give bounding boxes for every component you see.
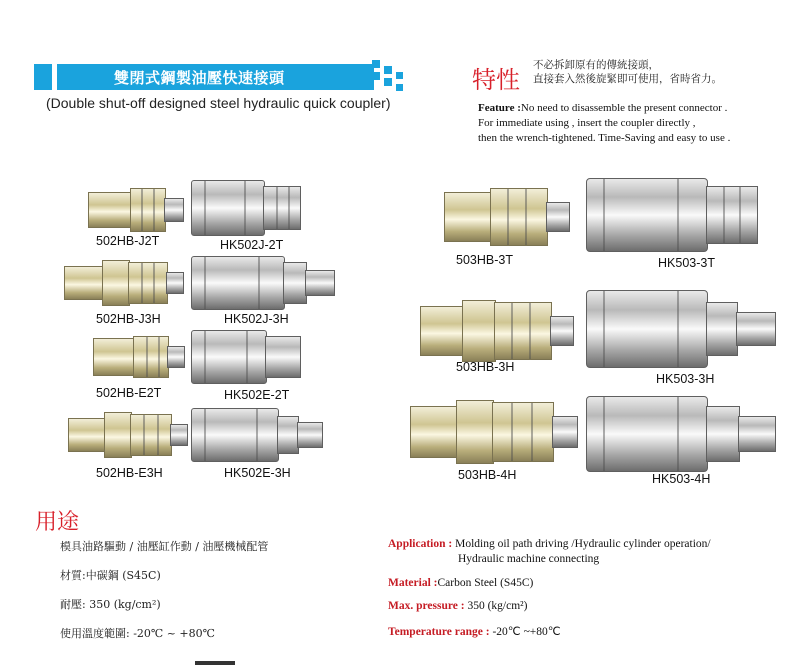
temperature-value: -20℃ ~+80℃ (489, 626, 561, 638)
product-label: HK502E-2T (224, 388, 290, 402)
coupler-socket-photo (191, 180, 299, 234)
product-label: HK503-3H (656, 372, 715, 386)
feature-label: Feature : (478, 102, 521, 114)
coupler-plug-photo (64, 260, 184, 304)
material-value: Carbon Steel (S45C) (437, 577, 534, 589)
usage-en-temperature (388, 624, 561, 638)
product-label: HK503-3T (658, 256, 715, 270)
product-label: HK503-4H (652, 472, 711, 486)
coupler-socket-photo (191, 408, 323, 460)
coupler-plug-photo (444, 188, 570, 244)
page-title: 雙閉式鋼製油壓快速接頭 (114, 69, 285, 87)
product-label: 503HB-4H (458, 468, 517, 482)
usage-zh-temperature: 使用溫度範圍: -20℃ ~ +80℃ (60, 627, 215, 640)
usage-en-pressure (388, 600, 527, 612)
feature-en-line-2: For immediate using , insert the coupler directly , (478, 117, 696, 129)
product-label: HK502J-3H (224, 312, 289, 326)
product-label: 502HB-J3H (96, 312, 161, 326)
feature-zh-line-2: 直接套入然後旋緊即可使用，省時省力。 (533, 73, 722, 85)
product-label: 503HB-3H (456, 360, 515, 374)
feature-heading: 特性 (472, 66, 520, 94)
banner-divider (52, 64, 57, 90)
material-label: Material : (388, 577, 438, 589)
product-label: 503HB-3T (456, 253, 513, 267)
temperature-label: Temperature range : (388, 626, 490, 638)
usage-zh-applications: 模具油路驅動 / 油壓缸作動 / 油壓機械配管 (60, 540, 269, 553)
coupler-socket-photo (191, 256, 335, 308)
product-label: 502HB-J2T (96, 234, 160, 248)
title-banner (34, 64, 374, 90)
usage-en-application (388, 538, 711, 550)
coupler-socket-photo (586, 178, 756, 250)
usage-en-material (388, 577, 533, 589)
coupler-socket-photo (191, 330, 299, 382)
coupler-plug-photo (68, 412, 186, 456)
product-label: HK502E-3H (224, 466, 291, 480)
application-label: Application : (388, 538, 453, 550)
usage-heading: 用途 (35, 510, 80, 535)
coupler-socket-photo (586, 290, 776, 366)
product-label: 502HB-E2T (96, 386, 162, 400)
pressure-label: Max. pressure : (388, 600, 465, 612)
coupler-socket-photo (586, 396, 776, 470)
feature-description-zh (533, 58, 722, 86)
usage-zh-material: 材質:中碳鋼 (S45C) (60, 569, 161, 582)
coupler-plug-photo (93, 336, 185, 376)
coupler-plug-photo (88, 188, 183, 230)
usage-zh-pressure: 耐壓: 350 (kg/cm²) (60, 598, 161, 611)
pressure-value: 350 (kg/cm²) (464, 600, 528, 612)
coupler-plug-photo (410, 400, 578, 462)
bottom-divider (195, 661, 235, 665)
feature-en-line-1: No need to disassemble the present connector . (520, 102, 728, 114)
application-line-1: Molding oil path driving /Hydraulic cylinder operation/ (452, 538, 711, 550)
page-subtitle: (Double shut-off designed steel hydraulic quick coupler) (46, 95, 391, 111)
feature-zh-line-1: 不必拆卸原有的傳統接頭， (533, 59, 659, 71)
coupler-plug-photo (420, 300, 574, 360)
application-line-2: Hydraulic machine connecting (458, 553, 600, 565)
product-label: HK502J-2T (220, 238, 284, 252)
feature-description-en (478, 101, 730, 146)
product-label: 502HB-E3H (96, 466, 163, 480)
feature-en-line-3: then the wrench-tightened. Time-Saving and easy to use . (478, 132, 731, 144)
